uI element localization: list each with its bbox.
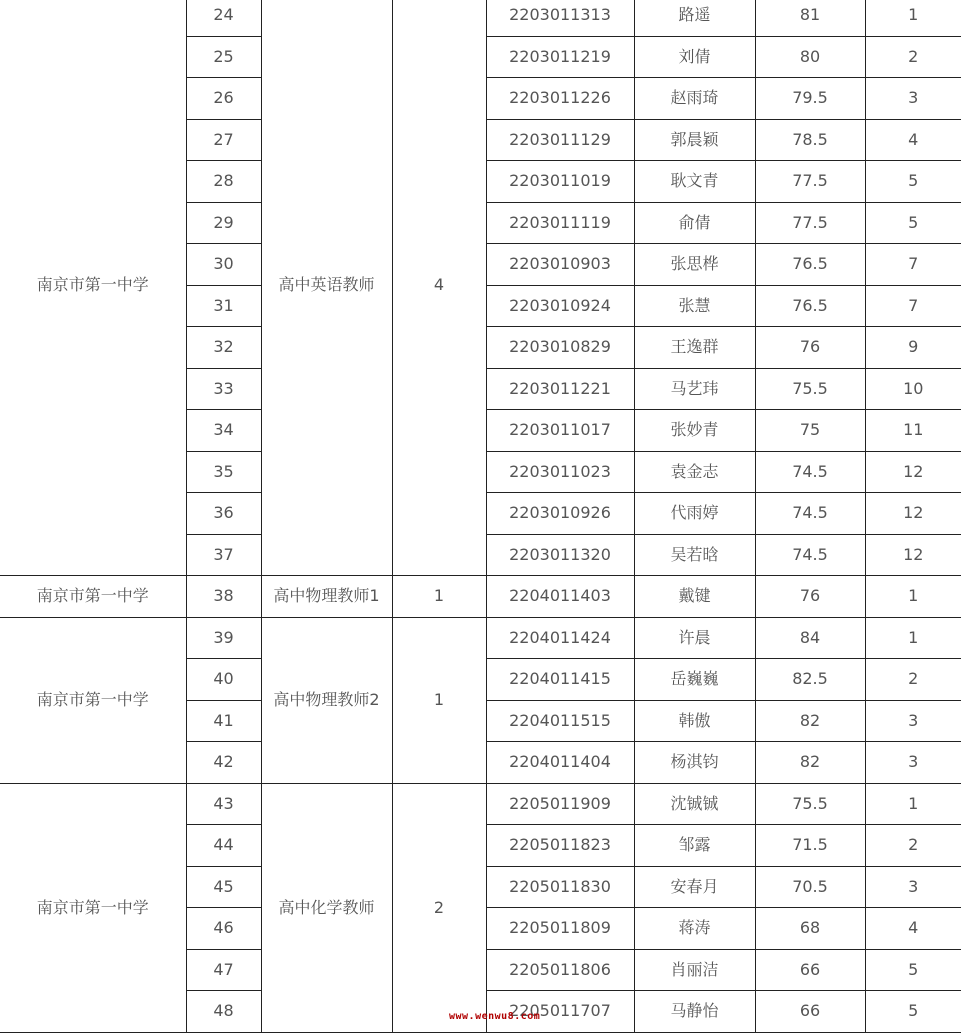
name-cell: 安春月 (634, 866, 755, 908)
rank-cell: 3 (865, 866, 961, 908)
name-cell: 吴若晗 (634, 534, 755, 576)
quota-cell: 2 (392, 783, 486, 1032)
seq-number-cell: 29 (186, 202, 261, 244)
name-cell: 张妙青 (634, 410, 755, 452)
seq-number-cell: 47 (186, 949, 261, 991)
name-cell: 马静怡 (634, 991, 755, 1033)
school-cell: 南京市第一中学 (0, 576, 186, 618)
position-cell: 高中物理教师1 (261, 576, 392, 618)
rank-cell: 1 (865, 783, 961, 825)
school-cell: 南京市第一中学 (0, 0, 186, 576)
exam-id-cell: 2205011809 (486, 908, 634, 950)
exam-id-cell: 2203011129 (486, 119, 634, 161)
score-cell: 76 (755, 327, 865, 369)
score-cell: 82 (755, 742, 865, 784)
score-cell: 74.5 (755, 534, 865, 576)
rank-cell: 2 (865, 825, 961, 867)
exam-id-cell: 2205011806 (486, 949, 634, 991)
seq-number-cell: 34 (186, 410, 261, 452)
exam-id-cell: 2203011226 (486, 78, 634, 120)
score-cell: 68 (755, 908, 865, 950)
score-cell: 70.5 (755, 866, 865, 908)
score-cell: 77.5 (755, 202, 865, 244)
exam-id-cell: 2204011404 (486, 742, 634, 784)
exam-id-cell: 2203011019 (486, 161, 634, 203)
seq-number-cell: 30 (186, 244, 261, 286)
seq-number-cell: 44 (186, 825, 261, 867)
score-cell: 79.5 (755, 78, 865, 120)
rank-cell: 5 (865, 202, 961, 244)
exam-id-cell: 2203011219 (486, 36, 634, 78)
name-cell: 袁金志 (634, 451, 755, 493)
exam-id-cell: 2204011403 (486, 576, 634, 618)
score-cell: 74.5 (755, 451, 865, 493)
score-cell: 66 (755, 991, 865, 1033)
seq-number-cell: 43 (186, 783, 261, 825)
rank-cell: 1 (865, 576, 961, 618)
rank-cell: 2 (865, 659, 961, 701)
seq-number-cell: 31 (186, 285, 261, 327)
exam-id-cell: 2203010829 (486, 327, 634, 369)
score-cell: 75 (755, 410, 865, 452)
exam-id-cell: 2203011023 (486, 451, 634, 493)
exam-id-cell: 2204011515 (486, 700, 634, 742)
rank-cell: 11 (865, 410, 961, 452)
exam-id-cell: 2203011017 (486, 410, 634, 452)
name-cell: 韩傲 (634, 700, 755, 742)
seq-number-cell: 33 (186, 368, 261, 410)
name-cell: 赵雨琦 (634, 78, 755, 120)
seq-number-cell: 46 (186, 908, 261, 950)
position-cell: 高中英语教师 (261, 0, 392, 576)
exam-id-cell: 2205011707 (486, 991, 634, 1033)
exam-id-cell: 2203010924 (486, 285, 634, 327)
score-cell: 80 (755, 36, 865, 78)
exam-id-cell: 2204011424 (486, 617, 634, 659)
quota-cell: 1 (392, 576, 486, 618)
rank-cell: 12 (865, 451, 961, 493)
score-cell: 66 (755, 949, 865, 991)
rank-cell: 5 (865, 949, 961, 991)
seq-number-cell: 36 (186, 493, 261, 535)
seq-number-cell: 41 (186, 700, 261, 742)
rank-cell: 10 (865, 368, 961, 410)
exam-id-cell: 2204011415 (486, 659, 634, 701)
name-cell: 杨淇钧 (634, 742, 755, 784)
rank-cell: 3 (865, 700, 961, 742)
seq-number-cell: 32 (186, 327, 261, 369)
seq-number-cell: 45 (186, 866, 261, 908)
score-cell: 75.5 (755, 783, 865, 825)
table-row (0, 576, 961, 618)
score-cell: 77.5 (755, 161, 865, 203)
seq-number-cell: 26 (186, 78, 261, 120)
name-cell: 许晨 (634, 617, 755, 659)
exam-id-cell: 2203011221 (486, 368, 634, 410)
rank-cell: 2 (865, 36, 961, 78)
score-cell: 75.5 (755, 368, 865, 410)
quota-cell: 1 (392, 617, 486, 783)
rank-cell: 12 (865, 493, 961, 535)
quota-cell: 4 (392, 0, 486, 576)
name-cell: 路遥 (634, 0, 755, 36)
rank-cell: 12 (865, 534, 961, 576)
rank-cell: 4 (865, 119, 961, 161)
score-cell: 76.5 (755, 285, 865, 327)
score-cell: 71.5 (755, 825, 865, 867)
table-row (0, 783, 961, 825)
seq-number-cell: 39 (186, 617, 261, 659)
seq-number-cell: 40 (186, 659, 261, 701)
exam-id-cell: 2205011909 (486, 783, 634, 825)
rank-cell: 1 (865, 0, 961, 36)
score-cell: 76.5 (755, 244, 865, 286)
seq-number-cell: 48 (186, 991, 261, 1033)
exam-id-cell: 2203010903 (486, 244, 634, 286)
rank-cell: 1 (865, 617, 961, 659)
exam-id-cell: 2205011823 (486, 825, 634, 867)
score-cell: 81 (755, 0, 865, 36)
score-cell: 82.5 (755, 659, 865, 701)
school-cell: 南京市第一中学 (0, 617, 186, 783)
name-cell: 王逸群 (634, 327, 755, 369)
name-cell: 刘倩 (634, 36, 755, 78)
rank-cell: 9 (865, 327, 961, 369)
exam-id-cell: 2203011313 (486, 0, 634, 36)
rank-cell: 5 (865, 161, 961, 203)
seq-number-cell: 25 (186, 36, 261, 78)
rank-cell: 3 (865, 742, 961, 784)
rank-cell: 5 (865, 991, 961, 1033)
table-row (0, 0, 961, 36)
exam-id-cell: 2203010926 (486, 493, 634, 535)
table-row (0, 617, 961, 659)
name-cell: 沈铖铖 (634, 783, 755, 825)
school-cell: 南京市第一中学 (0, 783, 186, 1032)
name-cell: 张思桦 (634, 244, 755, 286)
name-cell: 戴键 (634, 576, 755, 618)
name-cell: 马艺玮 (634, 368, 755, 410)
rank-cell: 7 (865, 244, 961, 286)
seq-number-cell: 27 (186, 119, 261, 161)
name-cell: 张慧 (634, 285, 755, 327)
score-cell: 84 (755, 617, 865, 659)
name-cell: 蒋涛 (634, 908, 755, 950)
seq-number-cell: 24 (186, 0, 261, 36)
seq-number-cell: 28 (186, 161, 261, 203)
rank-cell: 4 (865, 908, 961, 950)
rank-cell: 7 (865, 285, 961, 327)
name-cell: 岳巍巍 (634, 659, 755, 701)
watermark: www.wenwu8.com (449, 1011, 541, 1022)
seq-number-cell: 35 (186, 451, 261, 493)
score-cell: 76 (755, 576, 865, 618)
name-cell: 郭晨颖 (634, 119, 755, 161)
exam-id-cell: 2203011320 (486, 534, 634, 576)
name-cell: 代雨婷 (634, 493, 755, 535)
exam-id-cell: 2203011119 (486, 202, 634, 244)
name-cell: 邹露 (634, 825, 755, 867)
name-cell: 耿文青 (634, 161, 755, 203)
score-cell: 78.5 (755, 119, 865, 161)
position-cell: 高中物理教师2 (261, 617, 392, 783)
score-cell: 82 (755, 700, 865, 742)
score-cell: 74.5 (755, 493, 865, 535)
exam-id-cell: 2205011830 (486, 866, 634, 908)
position-cell: 高中化学教师 (261, 783, 392, 1032)
seq-number-cell: 37 (186, 534, 261, 576)
name-cell: 肖丽洁 (634, 949, 755, 991)
rank-cell: 3 (865, 78, 961, 120)
seq-number-cell: 38 (186, 576, 261, 618)
name-cell: 俞倩 (634, 202, 755, 244)
seq-number-cell: 42 (186, 742, 261, 784)
